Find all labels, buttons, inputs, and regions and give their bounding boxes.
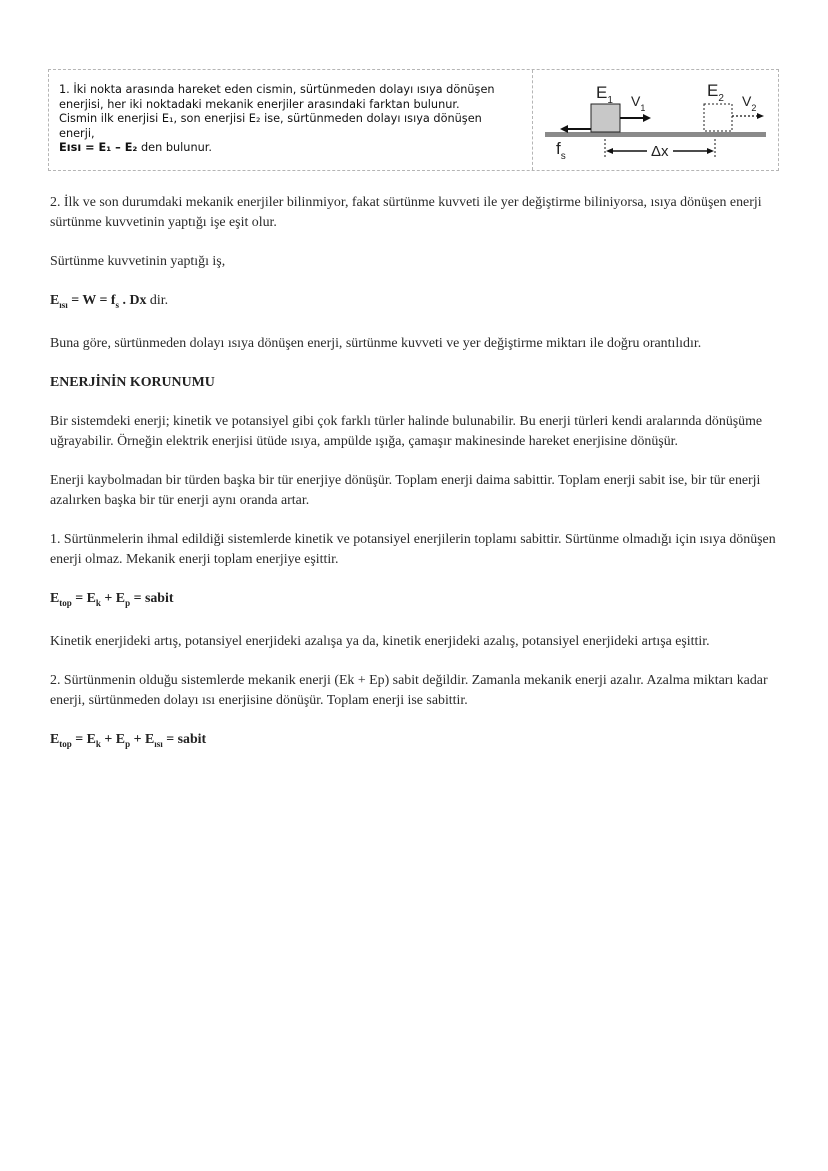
ground-surface [545, 132, 766, 137]
paragraph: Sürtünme kuvvetinin yaptığı iş, [50, 254, 226, 269]
friction-figure [533, 70, 778, 170]
paragraph: 2. Sürtünmenin olduğu sistemlerde mekanik enerji (Ek + Ep) sabit değildir. Zamanla mekanik enerji azalır. Azalma miktarı kadar enerji, sürtünmeden dolayı ısı enerjisine dönüşür. Toplam enerji ise sabittir. [50, 672, 768, 708]
article-body [50, 193, 778, 772]
block-e1 [591, 104, 620, 132]
dx-right-arrowhead [707, 148, 714, 154]
formula-total-energy: $E_{top} = E_k + E_p$ = sabit [50, 590, 174, 608]
v2-arrowhead [757, 113, 764, 119]
friction-diagram [533, 70, 778, 170]
v1-arrowhead [643, 114, 651, 122]
label-e2: $E_2$ [707, 81, 724, 104]
info-box [48, 69, 779, 171]
paragraph: 2. İlk ve son durumdaki mekanik enerjiler bilinmiyor, fakat sürtünme kuvveti ile yer değiştirme biliniyorsa, ısıya dönüşen enerji sürtünme kuvvetinin yaptığı işe eşit olur. [50, 195, 762, 230]
info-formula [59, 141, 532, 156]
paragraph: 1. Sürtünmelerin ihmal edildiği sistemlerde kinetik ve potansiyel enerjilerin toplamı sabittir. Sürtünme olmadığı için ısıya dönüşen enerji olmaz. Mekanik enerji toplam enerjiye eşittir. [50, 531, 776, 567]
section-heading: ENERJİNİN KORUNUMU [50, 374, 215, 390]
formula-total-energy-friction: $E_{top} = E_k + E_p + E_{ısı}$ = sabit [50, 731, 207, 749]
label-e1: $E_1$ [596, 83, 613, 106]
formula-heat-work: $E_{ısı} = W = f_s$ . Dx dir. [50, 293, 169, 310]
paragraph: Buna göre, sürtünmeden dolayı ısıya dönüşen enerji, sürtünme kuvveti ve yer değiştirme miktarı ile doğru orantılıdır. [50, 335, 702, 351]
paragraph: Kinetik enerjideki artış, potansiyel enerjideki azalışa ya da, kinetik enerjideki azalış, potansiyel enerjideki artışa eşittir. [50, 633, 710, 649]
info-box-text [49, 70, 533, 170]
info-line: Cismin ilk enerjisi E₁, son enerjisi E₂ ise, sürtünmeden dolayı ısıya dönüşen [59, 112, 482, 126]
label-v1: $V_1$ [631, 93, 646, 113]
dx-left-arrowhead [606, 148, 613, 154]
friction-arrowhead [560, 125, 568, 133]
paragraph: Enerji kaybolmadan bir türden başka bir tür enerjiye dönüşür. Toplam enerji daima sabittir. Toplam enerji sabit ise, bir tür enerji azalırken başka bir tür enerji aynı oranda artar. [50, 472, 761, 508]
block-e2 [704, 104, 732, 131]
label-fs: $f_s$ [556, 139, 566, 162]
info-formula-lhs: Eısı = E₁ – E₂ [59, 141, 138, 155]
paragraph: Bir sistemdeki enerji; kinetik ve potansiyel gibi çok farklı türler halinde bulunabilir. Bu enerji türleri kendi aralarında dönüşüme uğrayabilir. Örneğin elektrik enerjisi ütüde ısıya, ampülde ışığa, çamaşır makinesinde hareket enerjisine dönüşür. [50, 413, 763, 449]
info-line: enerjisi, her iki noktadaki mekanik enerjiler arasındaki farktan bulunur. [59, 97, 460, 111]
info-line: enerji, [59, 126, 95, 140]
info-formula-rest: den bulunur. [137, 141, 212, 155]
label-dx: Δx [651, 143, 669, 160]
info-line: 1. İki nokta arasında hareket eden cismin, sürtünmeden dolayı ısıya dönüşen [59, 83, 495, 96]
label-v2: $V_2$ [742, 93, 757, 113]
